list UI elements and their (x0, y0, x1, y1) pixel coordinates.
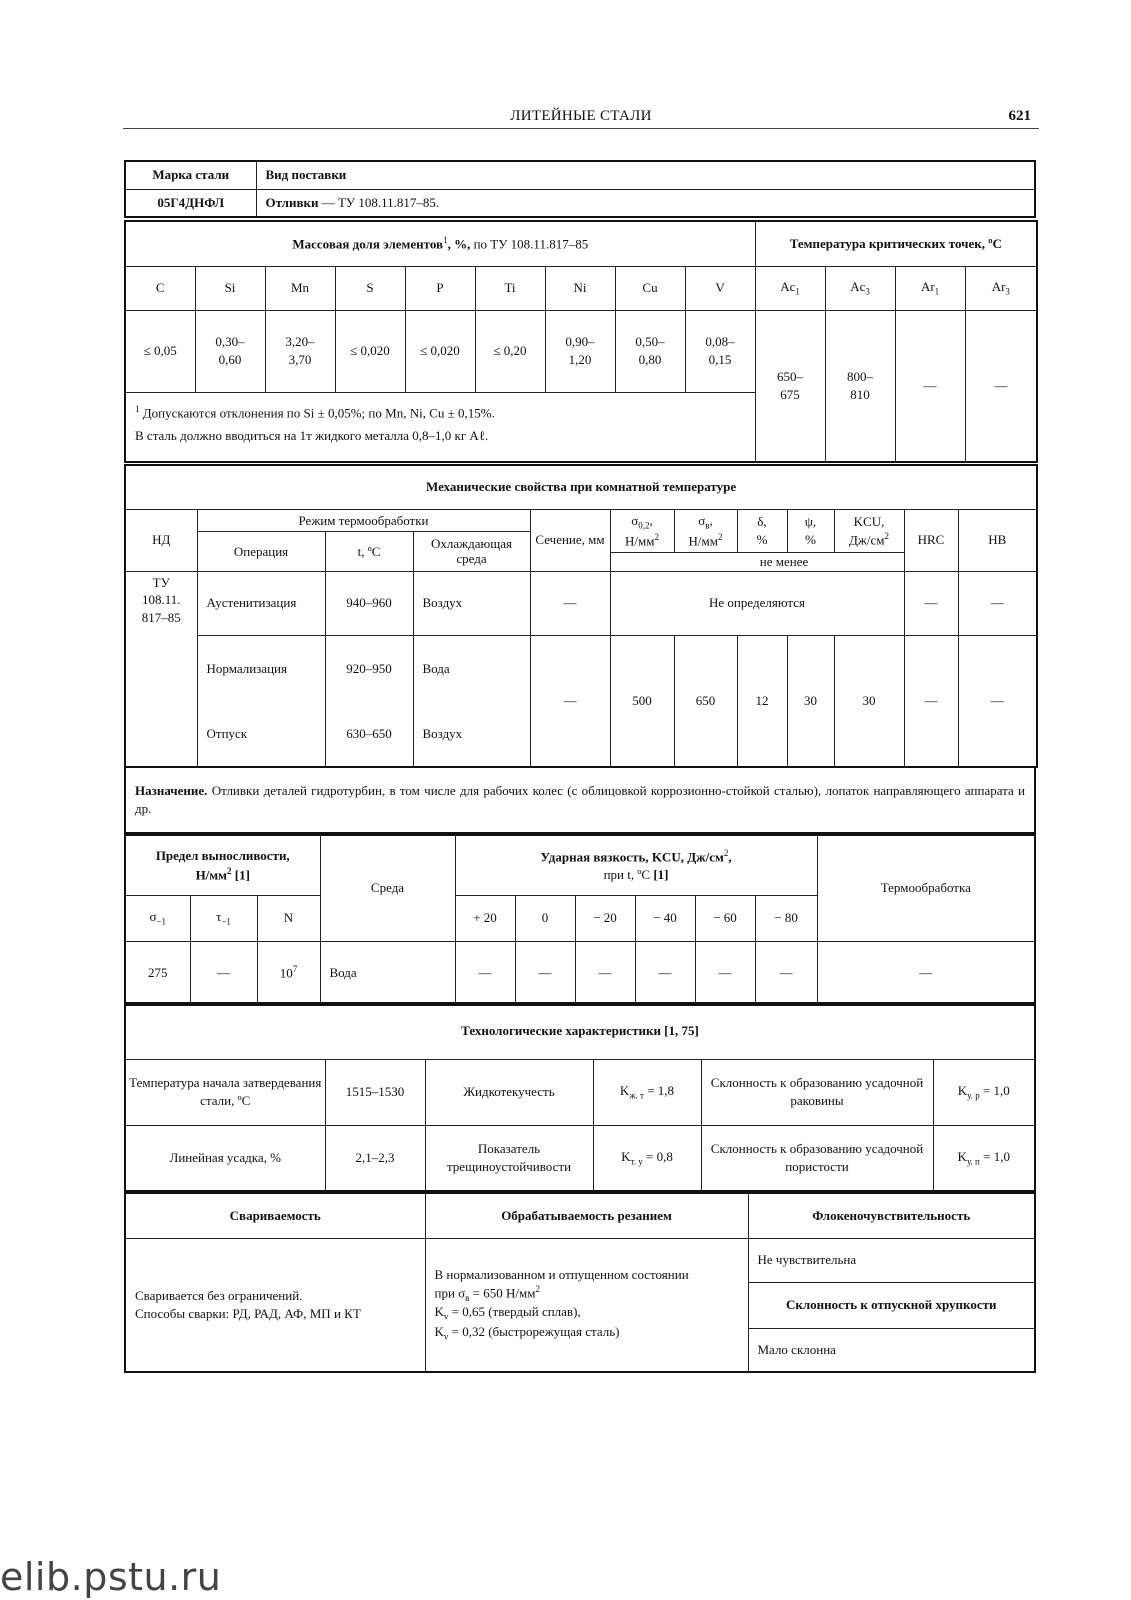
h-hb: HB (958, 509, 1037, 571)
op-tempering: Отпуск (197, 701, 325, 767)
env-value: Вода (320, 941, 455, 1005)
n-value: $10^7$ (257, 941, 320, 1005)
sec-r2: — (530, 635, 610, 767)
val-ar3: — (965, 310, 1037, 462)
h-min: не менее (610, 553, 958, 572)
kcu-value: 30 (834, 635, 904, 767)
val-ni: 0,90– 1,20 (545, 310, 615, 392)
linear-shrink-label: Линейная усадка, % (125, 1125, 325, 1191)
h-tau-1: $\tau_{-1}$ (190, 895, 257, 941)
crit-ac3: $Ac_3$ (825, 266, 895, 310)
heat-header: Термообработка (817, 835, 1035, 941)
val-c: ≤ 0,05 (125, 310, 195, 392)
machining-value: В нормализованном и отпущенном состоянии при $\sigma_в = 650$ $Н/мм^2$ $K_v = 0,65$ (твердый сплав), $K_v = 0,32$ (быстрорежущая сталь) (425, 1238, 748, 1372)
t-tempering: 630–650 (325, 701, 413, 767)
shrink-porosity-value: $K_{у. п} = 1,0$ (933, 1125, 1035, 1191)
el-cu: Cu (615, 266, 685, 310)
crack-resist-label: Показатель трещиноустойчивости (425, 1125, 593, 1191)
psi-value: 30 (787, 635, 834, 767)
el-si: Si (195, 266, 265, 310)
sec-r1: — (530, 571, 610, 635)
h-temp: t, ºС (325, 532, 413, 572)
sb-value: 650 (674, 635, 737, 767)
watermark: elib.pstu.ru (0, 1555, 222, 1599)
val-v: 0,08– 0,15 (685, 310, 755, 392)
heat-value: — (817, 941, 1035, 1005)
kcu-minus20: — (575, 941, 635, 1005)
h-sigma-1: $\sigma_{-1}$ (125, 895, 190, 941)
t-minus80: − 80 (755, 895, 817, 941)
temper-value: Мало склонна (748, 1328, 1035, 1372)
not-determined: Не определяются (610, 571, 904, 635)
purpose-section (124, 766, 1036, 834)
temper-header: Склонность к отпускной хрупкости (748, 1282, 1035, 1328)
composition-note: $^1$ Допускаются отклонения по Si ± 0,05%; по Mn, Ni, Cu ± 0,15%. В сталь должно вводиться на 1т жидкого металла 0,8–1,0 кг Аℓ. (125, 392, 755, 462)
machining-header: Обрабатываемость резанием (425, 1193, 748, 1238)
kcu-minus40: — (635, 941, 695, 1005)
flake-value: Не чувствительна (748, 1238, 1035, 1282)
kcu-plus20: — (455, 941, 515, 1005)
t-normalization: 920–950 (325, 635, 413, 701)
t-austenitization: 940–960 (325, 571, 413, 635)
el-ni: Ni (545, 266, 615, 310)
kcu-0: — (515, 941, 575, 1005)
crit-ar3: $Ar_3$ (965, 266, 1037, 310)
tau-1-value: — (190, 941, 257, 1005)
el-mn: Mn (265, 266, 335, 310)
t-minus60: − 60 (695, 895, 755, 941)
tech-title: Технологические характеристики [1, 75] (125, 1003, 1035, 1059)
el-p: P (405, 266, 475, 310)
grade-section (124, 160, 1036, 218)
h-n: N (257, 895, 320, 941)
mechanical-section (124, 464, 1036, 768)
fatigue-section (124, 834, 1036, 1006)
val-si: 0,30– 0,60 (195, 310, 265, 392)
val-p: ≤ 0,020 (405, 310, 475, 392)
val-s: ≤ 0,020 (335, 310, 405, 392)
h-delta: δ, % (737, 509, 787, 553)
supply-header: Вид поставки (256, 161, 1035, 189)
linear-shrink-value: 2,1–2,3 (325, 1125, 425, 1191)
val-ac1: 650– 675 (755, 310, 825, 462)
nd-value: ТУ 108.11. 817–85 (125, 571, 197, 767)
page-number: 621 (1008, 108, 1031, 124)
cool-tempering: Воздух (413, 701, 530, 767)
solidification-label: Температура начала затвердевания стали, ºС (125, 1059, 325, 1125)
sigma-1-value: 275 (125, 941, 190, 1005)
h-sb: $\sigma_в$, $Н/мм^2$ (674, 509, 737, 553)
t-minus40: − 40 (635, 895, 695, 941)
running-title: ЛИТЕЙНЫЕ СТАЛИ (510, 108, 652, 124)
val-cu: 0,50– 0,80 (615, 310, 685, 392)
el-s: S (335, 266, 405, 310)
op-normalization: Нормализация (197, 635, 325, 701)
hb-r2: — (958, 635, 1037, 767)
h-kcu: KCU, $Дж/см^2$ (834, 509, 904, 553)
h-mode: Режим термообработки (197, 509, 530, 532)
h-section: Сечение, мм (530, 509, 610, 571)
h-cooling: Охлаждающая среда (413, 532, 530, 572)
hb-r1: — (958, 571, 1037, 635)
h-operation: Операция (197, 532, 325, 572)
hrc-r2: — (904, 635, 958, 767)
impact-title: Ударная вязкость, KCU, $Дж/см^2$, при t, ºС [1] (455, 835, 817, 895)
fluidity-value: $K_{ж. т} = 1,8$ (593, 1059, 701, 1125)
shrink-porosity-label: Склонность к образованию усадочной пористости (701, 1125, 933, 1191)
grade-header: Марка стали (125, 161, 256, 189)
el-v: V (685, 266, 755, 310)
fatigue-title: Предел выносливости, $Н/мм^2$ [1] (125, 835, 320, 895)
h-psi: ψ, % (787, 509, 834, 553)
tech-section (124, 1002, 1036, 1192)
val-mn: 3,20– 3,70 (265, 310, 335, 392)
crack-resist-value: $K_{т. у} = 0,8$ (593, 1125, 701, 1191)
page-header (123, 106, 1039, 129)
flake-header: Флокеночувствительность (748, 1193, 1035, 1238)
composition-title: Массовая доля элементов$^1$, %, по ТУ 108.11.817–85 (125, 221, 755, 266)
shrink-cavity-label: Склонность к образованию усадочной раковины (701, 1059, 933, 1125)
shrink-cavity-value: $K_{у. р} = 1,0$ (933, 1059, 1035, 1125)
h-hrc: HRC (904, 509, 958, 571)
kcu-minus80: — (755, 941, 817, 1005)
critical-title: Температура критических точек, ºС (755, 221, 1037, 266)
delta-value: 12 (737, 635, 787, 767)
el-c: C (125, 266, 195, 310)
weld-header: Свариваемость (125, 1193, 425, 1238)
hrc-r1: — (904, 571, 958, 635)
val-ti: ≤ 0,20 (475, 310, 545, 392)
t-0: 0 (515, 895, 575, 941)
t-plus20: + 20 (455, 895, 515, 941)
supply-value: Отливки — ТУ 108.11.817–85. (256, 189, 1035, 217)
composition-section (124, 220, 1036, 463)
val-ar1: — (895, 310, 965, 462)
val-ac3: 800– 810 (825, 310, 895, 462)
weld-value: Сваривается без ограничений. Способы сварки: РД, РАД, АФ, МП и КТ (125, 1238, 425, 1372)
cool-austenitization: Воздух (413, 571, 530, 635)
h-nd: НД (125, 509, 197, 571)
h-s02: $\sigma_{0,2}$, $Н/мм^2$ (610, 509, 674, 553)
el-ti: Ti (475, 266, 545, 310)
t-minus20: − 20 (575, 895, 635, 941)
cool-normalization: Вода (413, 635, 530, 701)
bottom-section (124, 1192, 1036, 1373)
s02-value: 500 (610, 635, 674, 767)
grade-name: 05Г4ДНФЛ (125, 189, 256, 217)
op-austenitization: Аустенитизация (197, 571, 325, 635)
mech-title: Механические свойства при комнатной температуре (125, 465, 1037, 509)
purpose-text: Назначение. Отливки деталей гидротурбин, в том числе для рабочих колес (с облицовкой коррозионно-стойкой сталью), лопаток направляющего аппарата и др. (125, 767, 1035, 833)
crit-ac1: $Ac_1$ (755, 266, 825, 310)
fluidity-label: Жидкотекучесть (425, 1059, 593, 1125)
crit-ar1: $Ar_1$ (895, 266, 965, 310)
solidification-value: 1515–1530 (325, 1059, 425, 1125)
kcu-minus60: — (695, 941, 755, 1005)
env-header: Среда (320, 835, 455, 941)
